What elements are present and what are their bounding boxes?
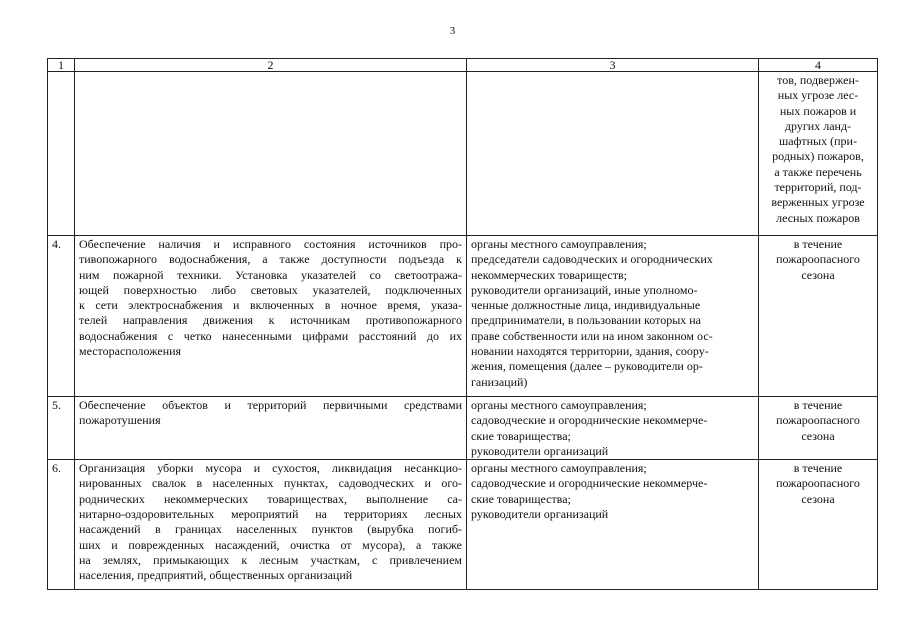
text-line: новании находятся территории, здания, соору-: [471, 344, 709, 359]
table-row-5: [48, 397, 878, 460]
header-col-3: 3: [467, 59, 759, 72]
row-responsible: [467, 236, 759, 397]
text-line: лесных пожаров: [776, 210, 860, 225]
text-line: на землях, примыкающих к лесным участкам, с привлечением: [79, 552, 462, 567]
text-line: органы местного самоуправления;: [471, 237, 647, 251]
text-line: пожаротушения: [79, 413, 161, 428]
row-cont-responsible: [467, 72, 759, 236]
row-number: 6.: [48, 460, 75, 590]
text-line: в течение: [793, 398, 843, 412]
text-line: руководители организаций, иные уполномо-: [471, 282, 698, 297]
text-line: ские товарищества;: [471, 428, 571, 443]
text-line: водоснабжения с четко нанесенными цифрами расстояний до их: [79, 328, 462, 343]
row-number: 4.: [48, 236, 75, 397]
text-line: сезона: [801, 267, 835, 282]
text-line: шафтных (при-: [779, 134, 857, 149]
text-line: сезона: [801, 491, 835, 506]
text-line: нитарно-оздоровительных мероприятий на территориях лесных: [79, 507, 462, 522]
row-measure: [75, 236, 467, 397]
text-line: органы местного самоуправления;: [471, 461, 647, 476]
text-line: месторасположения: [79, 344, 182, 359]
text-line: ших и поврежденных насаждений, очистка от мусора), а также: [79, 537, 462, 552]
header-col-4: 4: [759, 59, 878, 72]
text-line: ных пожаров и: [779, 103, 857, 118]
row-cont-number: [48, 72, 75, 236]
row-responsible: [467, 460, 759, 590]
text-line: нированных свалок в населенных пунктах, садоводческих и ого-: [79, 476, 462, 491]
text-line: сезона: [801, 428, 835, 443]
row-measure: [75, 460, 467, 590]
text-line: а также перечень: [774, 164, 862, 179]
text-line: ним пожарной техники. Установка указателей со светоотража-: [79, 267, 462, 282]
text-line: садоводческие и огороднические некоммерче-: [471, 476, 708, 491]
text-line: телей направления движения к источникам противопожарного: [79, 313, 462, 328]
text-line: ганизаций): [471, 374, 528, 389]
row-deadline: [759, 236, 878, 397]
text-line: Организация уборки мусора и сухостоя, ликвидация несанкцио-: [79, 461, 462, 476]
text-line: органы местного самоуправления;: [471, 398, 647, 412]
text-line: руководители организаций: [471, 443, 609, 458]
header-col-1: 1: [48, 59, 75, 72]
text-line: пожароопасного: [776, 413, 860, 428]
text-line: роднических некоммерческих товариществах, выполнение са-: [79, 491, 462, 506]
row-cont-measure: [75, 72, 467, 236]
text-line: ченные должностные лица, индивидуальные: [471, 298, 701, 313]
text-line: пожароопасного: [776, 252, 860, 267]
text-line: некоммерческих товариществ;: [471, 267, 627, 282]
text-line: ных угрозе лес-: [777, 88, 859, 103]
text-line: руководители организаций: [471, 507, 609, 522]
header-col-2: 2: [75, 59, 467, 72]
text-line: территорий, под-: [774, 180, 862, 195]
text-line: предприниматели, в пользовании которых на: [471, 313, 702, 328]
text-line: Обеспечение объектов и территорий первичными средствами: [79, 398, 462, 412]
row-cont-deadline: [759, 72, 878, 236]
text-line: верженных угрозе: [771, 195, 865, 210]
text-line: ские товарищества;: [471, 491, 571, 506]
row-deadline: [759, 397, 878, 460]
text-line: садоводческие и огороднические некоммерче-: [471, 413, 708, 428]
row-deadline: [759, 460, 878, 590]
text-line: ющей поверхностью либо световых указателей, подключенных: [79, 282, 462, 297]
text-line: тивопожарного водоснабжения, а также доступности подъезда к: [79, 252, 462, 267]
text-line: пожароопасного: [776, 476, 860, 491]
row-measure: [75, 397, 467, 460]
table-row-6: [48, 460, 878, 590]
text-line: в течение: [793, 237, 843, 251]
row-responsible: [467, 397, 759, 460]
table-header-row: [48, 59, 878, 72]
text-line: председатели садоводческих и огороднических: [471, 252, 713, 267]
measures-table: [47, 58, 878, 590]
text-line: праве собственности или на ином законном ос-: [471, 328, 713, 343]
text-line: к сети электроснабжения и включенных в ночное время, указа-: [79, 298, 462, 313]
table-row-continuation: [48, 72, 878, 236]
text-line: тов, подвержен-: [777, 73, 859, 87]
text-line: жения, помещения (далее – руководители ор-: [471, 359, 703, 374]
table-row-4: [48, 236, 878, 397]
text-line: родных) пожаров,: [772, 149, 864, 164]
page-number: 3: [449, 25, 456, 37]
text-line: Обеспечение наличия и исправного состояния источников про-: [79, 237, 462, 251]
text-line: насаждений в границах населенных пунктов (вырубка погиб-: [79, 522, 462, 537]
row-number: 5.: [48, 397, 75, 460]
text-line: других ланд-: [784, 118, 852, 133]
text-line: в течение: [793, 461, 843, 476]
text-line: населения, предприятий, общественных организаций: [79, 568, 353, 583]
